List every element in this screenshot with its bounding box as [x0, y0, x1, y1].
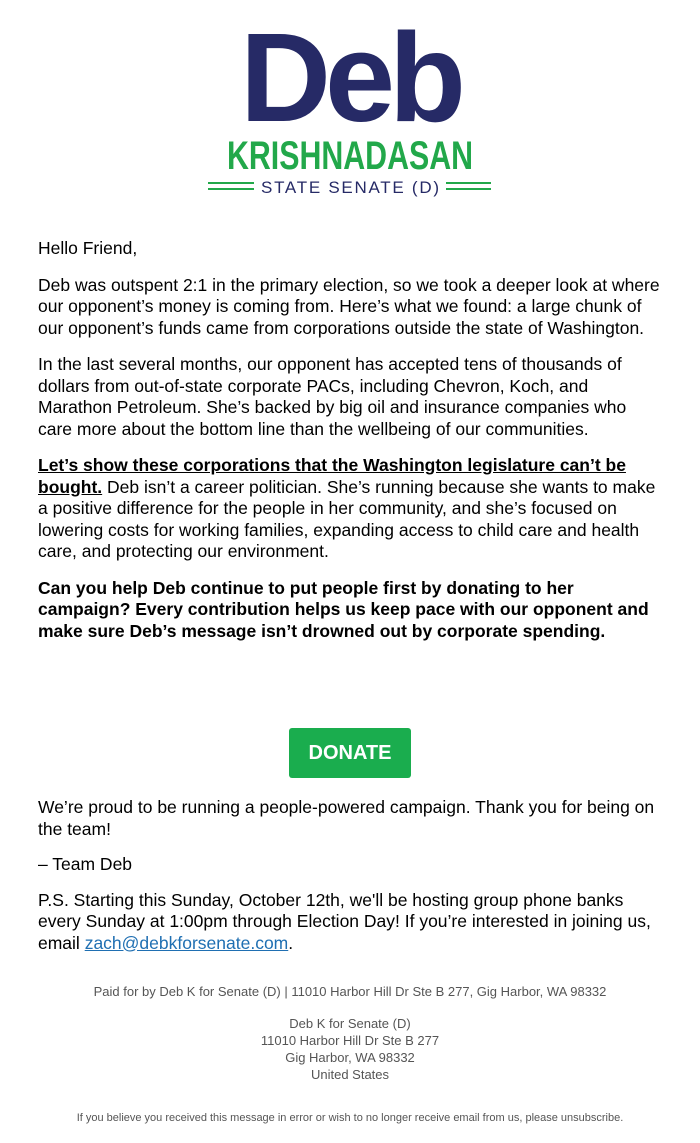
- logo-office: STATE SENATE (D): [261, 178, 439, 197]
- donate-button-wrap: [0, 728, 700, 778]
- ps-end: .: [288, 932, 294, 953]
- paragraph-pacs: In the last several months, our opponent has accepted tens of thousands of dollars from out-of-state corporate PACs, including Chevron, Koch, and Marathon Petroleum. She’s backed by big oil and insurance companies who care more about the bottom line than the wellbeing of our communities.: [38, 354, 627, 439]
- email-closing: [38, 797, 662, 968]
- paragraph-career-rest: Deb isn’t a career politician. She’s running because she wants to make a positive difference for the people in her community, and she’s focused on lowering costs for working families, expanding access to child care and health care, and protecting our environment.: [38, 476, 656, 561]
- paragraph-outspent: Deb was outspent 2:1 in the primary election, so we took a deeper look at where our opponent’s money is coming from. Here’s what we found: a large chunk of our opponent’s funds came from corporations outside the state of Washington.: [38, 274, 660, 338]
- paragraph-career: [38, 455, 662, 563]
- logo-first-name: Deb: [239, 7, 461, 148]
- paragraph-ask: Can you help Deb continue to put people first by donating to her campaign? Every contribution helps us keep pace with our opponent and make sure Deb’s message isn’t drowned out by corporate spending.: [38, 577, 649, 641]
- campaign-logo: [0, 0, 700, 210]
- unsubscribe-notice[interactable]: If you believe you received this message in error or wish to no longer receive email from us, please unsubscribe.: [76, 1112, 624, 1124]
- logo-last-name: KRISHNADASAN: [227, 134, 473, 178]
- ps-paragraph: [38, 890, 662, 955]
- paid-for-disclaimer: Paid for by Deb K for Senate (D) | 11010 Harbor Hill Dr Ste B 277, Gig Harbor, WA 98332: [93, 984, 607, 999]
- paragraph-career-lead: Let’s show these corporations that the Washington legislature can’t be bought.: [38, 455, 626, 497]
- ps-email-link[interactable]: zach@debkforsenate.com: [84, 932, 289, 953]
- address-line: Gig Harbor, WA 98332: [285, 1050, 415, 1065]
- greeting: Hello Friend,: [38, 238, 138, 258]
- address-line: 11010 Harbor Hill Dr Ste B 277: [260, 1033, 440, 1048]
- address-line: Deb K for Senate (D): [289, 1016, 411, 1031]
- ps-text: P.S. Starting this Sunday, October 12th, we'll be hosting group phone banks every Sunday at 1:00pm through Election Day! If you’re interested in joining us, email: [38, 889, 651, 953]
- donate-button[interactable]: DONATE: [289, 728, 411, 778]
- thanks-paragraph: We’re proud to be running a people-powered campaign. Thank you for being on the team!: [38, 797, 655, 839]
- mailing-address: [0, 1015, 700, 1083]
- email-body: [38, 238, 662, 657]
- address-line: United States: [310, 1067, 390, 1082]
- signoff: – Team Deb: [38, 854, 133, 874]
